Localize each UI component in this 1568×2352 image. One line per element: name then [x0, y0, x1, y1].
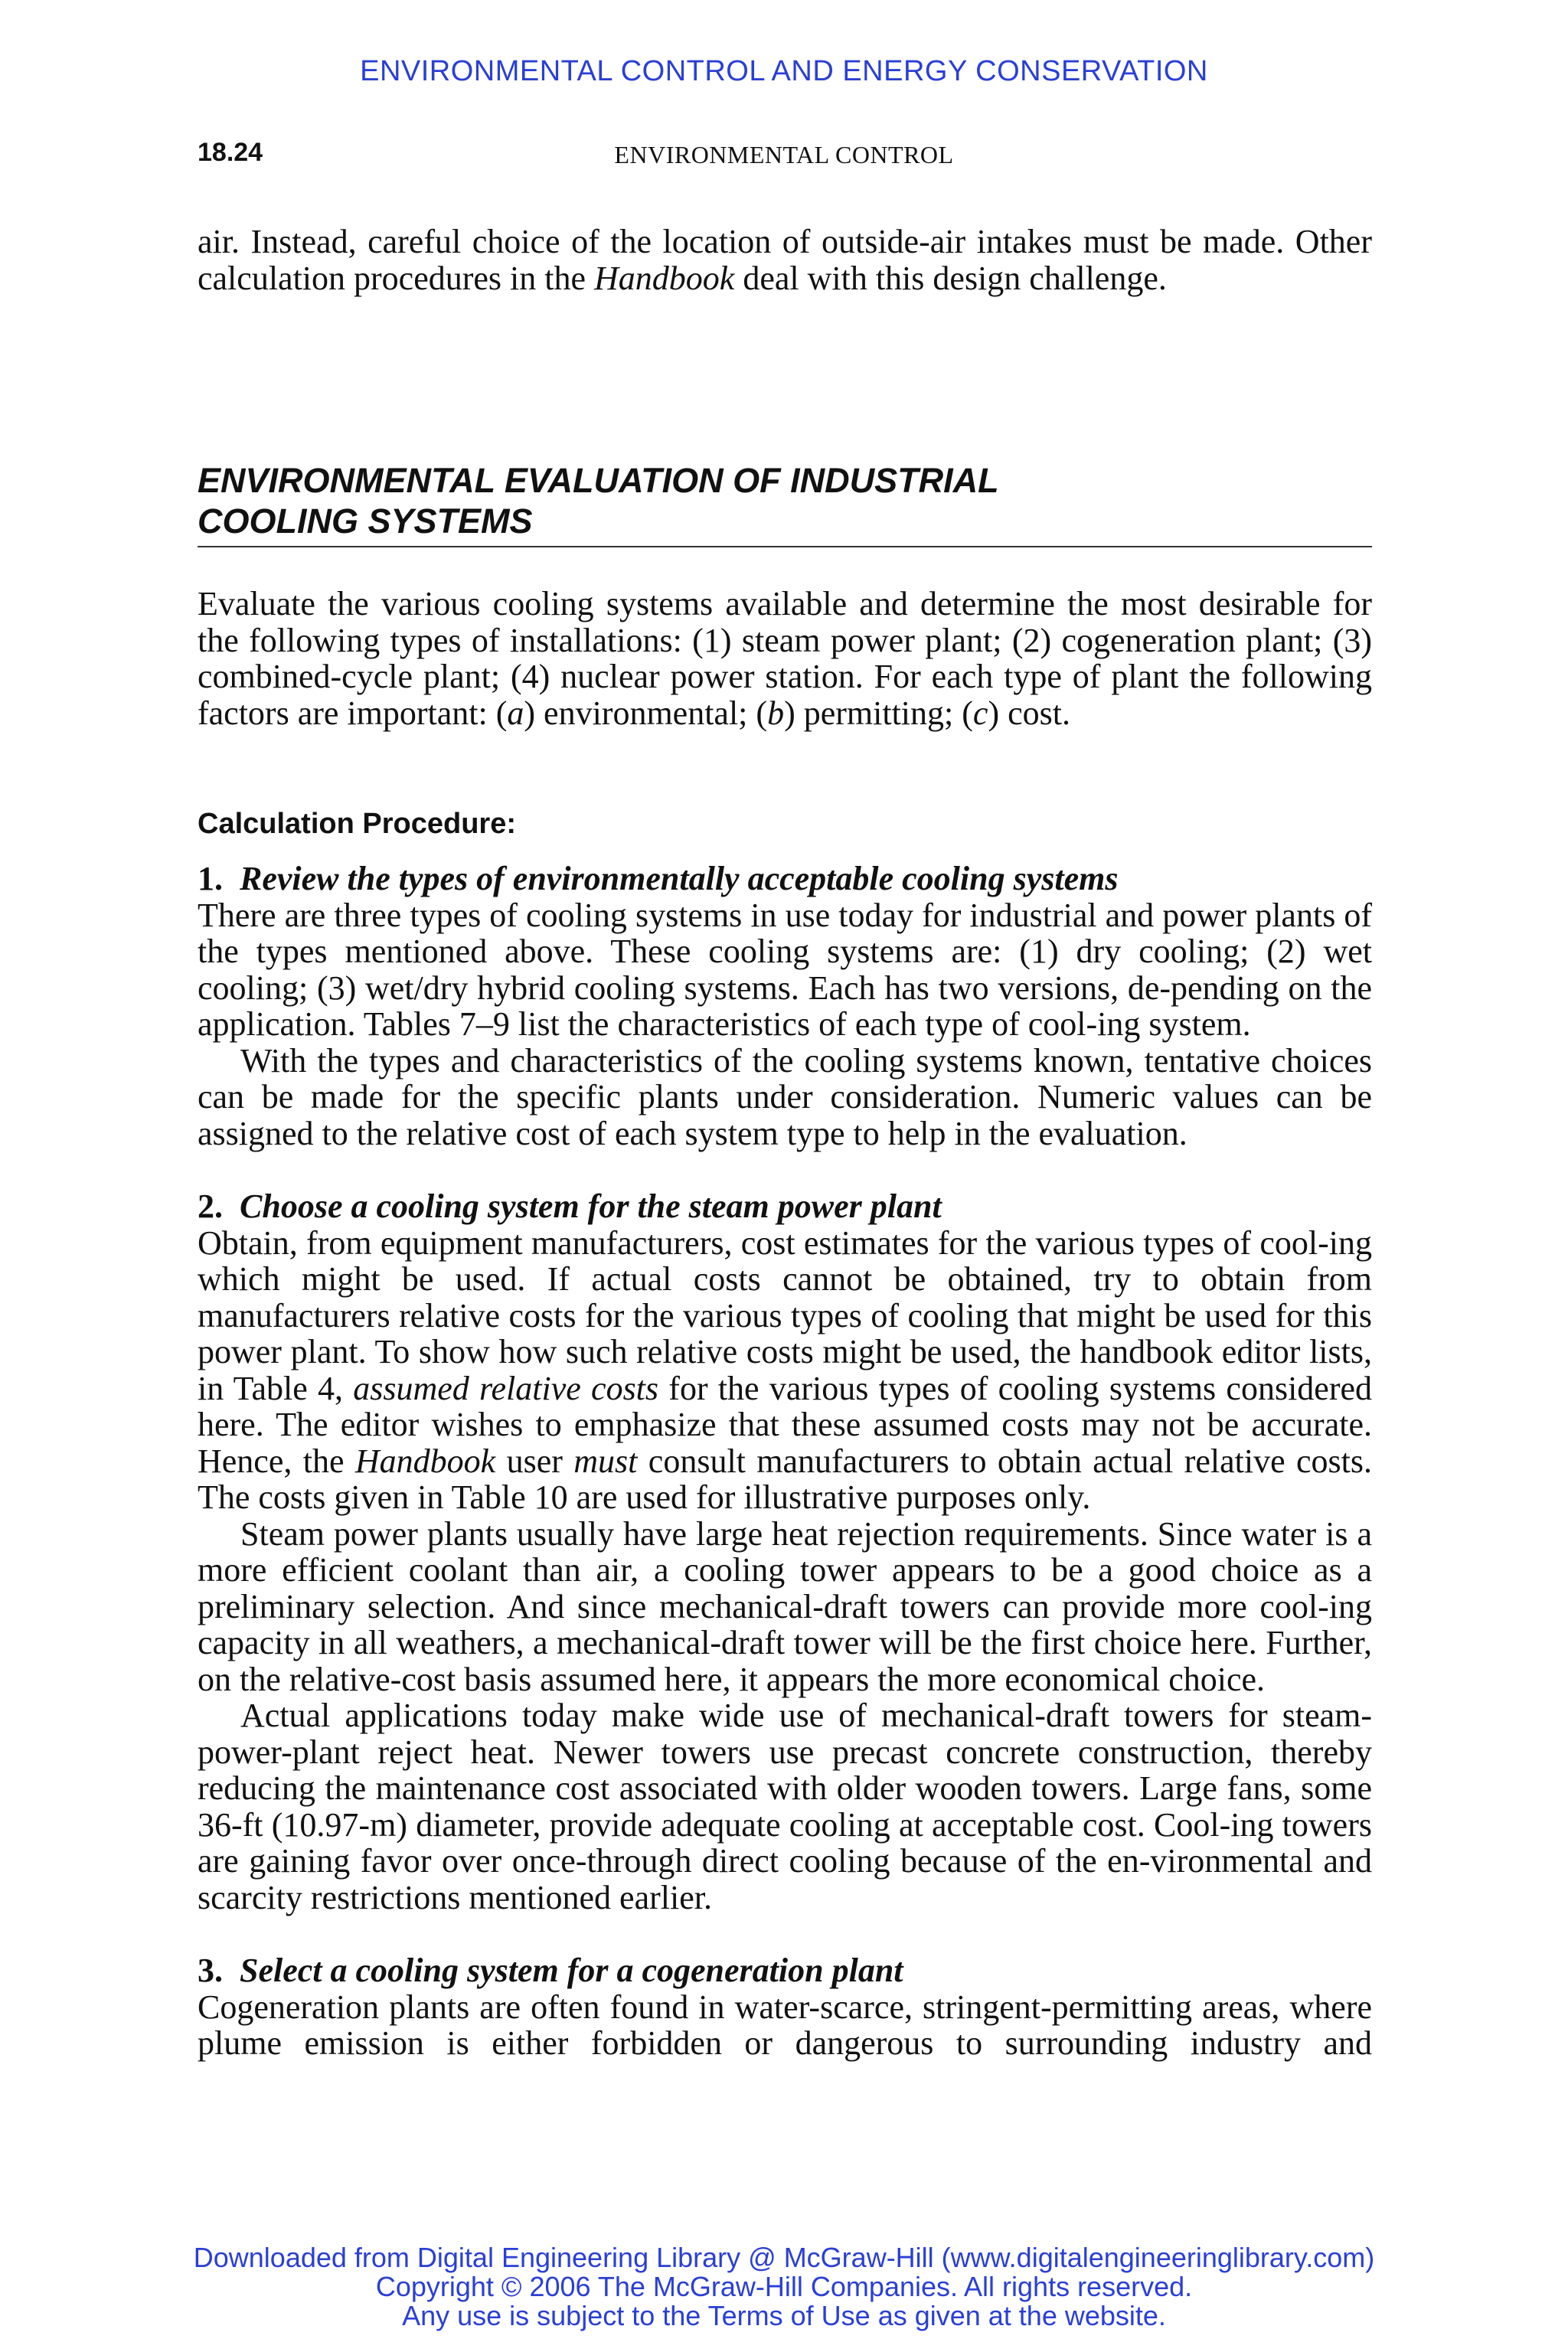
step-2-paragraph-3: Actual applications today make wide use of mechanical-draft towers for steam-power-plant reject heat. Newer towers use precast concrete construction, thereby reducing the maintenance cost associated with older wooden towers. Large fans, some 36-ft (10.97-m) diameter, provide adequate cooling at acceptable cost. Cool-ing towers are gaining favor over once-through direct cooling because of the en-vironmental and scarcity restrictions mentioned earlier. — [198, 1697, 1372, 1916]
footer-copyright[interactable]: Copyright © 2006 The McGraw-Hill Companies. All rights reserved. — [375, 2271, 1193, 2302]
step-1-heading: 1. Review the types of environmentally acceptable cooling systems — [198, 860, 1119, 897]
step-1-paragraph-2: With the types and characteristics of the cooling systems known, tentative choices can be made for the specific plants under consideration. Numeric values can be assigned to the relative cost of each system type to help in the evaluation. — [198, 1041, 1372, 1152]
step-2-paragraph-2: Steam power plants usually have large heat rejection requirements. Since water is a more efficient coolant than air, a cooling tower appears to be a good choice as a preliminary selection. And since mechanical-draft towers can provide more cool-ing capacity in all weathers, a mechanical-draft tower will be the first choice here. Further, on the relative-cost basis assumed here, it appears the more economical choice. — [198, 1514, 1372, 1698]
step-2-heading: 2. Choose a cooling system for the steam power plant — [198, 1187, 942, 1225]
intro-paragraph: air. Instead, careful choice of the location of outside-air intakes must be made. Other calculation procedures in the Handbook deal with this design challenge. — [198, 223, 1372, 297]
copyright-footer — [0, 2243, 1568, 2331]
section-title: ENVIRONMENTAL EVALUATION OF INDUSTRIAL COOLING SYSTEMS — [198, 460, 1372, 547]
problem-statement: Evaluate the various cooling systems available and determine the most desirable for the following types of installations: (1) steam power plant; (2) cogeneration plant; (3) combined-cycle plant; (4) nuclear power station. For each type of plant the following factors are important: (a) environmental; (b) permitting; (c) cost. — [198, 585, 1372, 732]
step-3-heading: 3. Select a cooling system for a cogeneration plant — [198, 1952, 903, 1989]
calculation-procedure-heading: Calculation Procedure: — [198, 808, 516, 840]
footer-terms[interactable]: Any use is subject to the Terms of Use as given at the website. — [402, 2300, 1166, 2331]
footer-download-link[interactable]: Downloaded from Digital Engineering Library @ McGraw-Hill (www.digitalengineeringlibrary.com) — [193, 2242, 1375, 2273]
page-body — [198, 224, 1372, 2062]
step-2-paragraph-1: Obtain, from equipment manufacturers, cost estimates for the various types of cool-ing which might be used. If actual costs cannot be obtained, try to obtain from manufacturers relative costs for the various types of cooling that might be used for this power plant. To show how such relative costs might be used, the handbook editor lists, in Table 4, assumed relative costs for the various types of cooling systems considered here. The editor wishes to emphasize that these assumed costs may not be accurate. Hence, the Handbook user must consult manufacturers to obtain actual relative costs. The costs given in Table 10 are used for illustrative purposes only. — [198, 1223, 1373, 1516]
step-3-paragraph-1: Cogeneration plants are often found in water-scarce, stringent-permitting areas, where plume emission is either forbidden or dangerous to surrounding industry and — [198, 1988, 1372, 2062]
running-head: ENVIRONMENTAL CONTROL — [614, 141, 954, 168]
step-1-paragraph-1: There are three types of cooling systems in use today for industrial and power plants of the types mentioned above. These cooling systems are: (1) dry cooling; (2) wet cooling; (3) wet/dry hybrid cooling systems. Each has two versions, de-pending on the application. Tables 7–9 list the characteristics of each type of cool-ing system. — [198, 896, 1372, 1043]
page-number: 18.24 — [198, 138, 263, 167]
book-title-link[interactable]: ENVIRONMENTAL CONTROL AND ENERGY CONSERVATION — [360, 55, 1208, 87]
